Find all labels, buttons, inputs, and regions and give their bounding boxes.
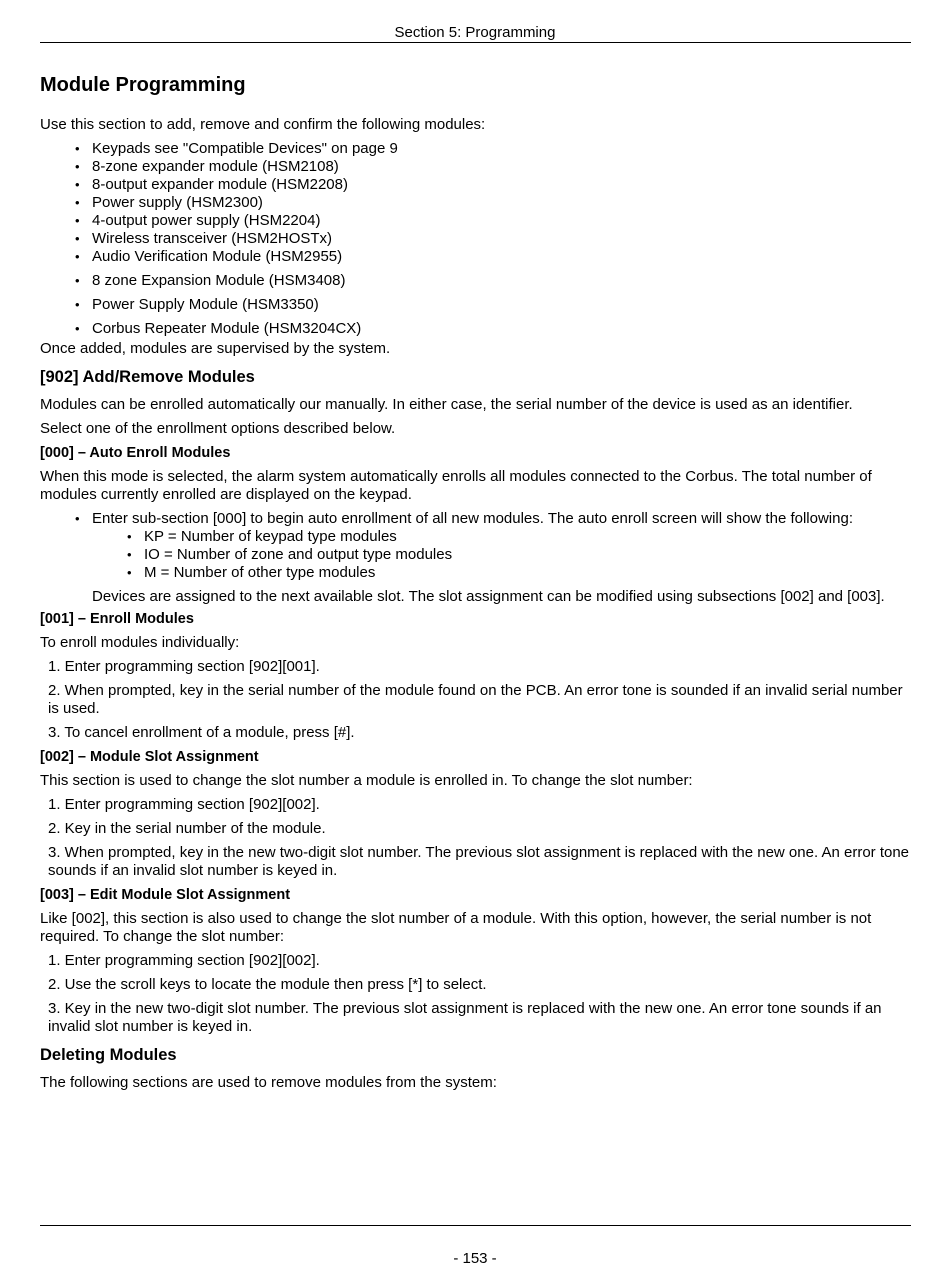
section-002-steps (40, 796, 912, 880)
module-list (40, 140, 912, 338)
sub-list-item: • M = Number of other type modules (144, 564, 912, 582)
footer-divider (40, 1225, 911, 1226)
step-item: 2. Use the scroll keys to locate the module then press [*] to select. (48, 976, 487, 993)
section-001-steps (40, 658, 912, 742)
list-item: • 8-output expander module (HSM2208) (92, 176, 912, 194)
page-header-title: Section 5: Programming (394, 24, 556, 41)
step-item: 1. Enter programming section [902][001]. (48, 658, 320, 675)
list-item: • Power Supply Module (HSM3350) (92, 296, 912, 314)
step-item: 3. To cancel enrollment of a module, press [#]. (48, 724, 355, 741)
section-001-intro: To enroll modules individually: (40, 634, 240, 651)
after-list-paragraph: Once added, modules are supervised by the system. (40, 340, 391, 357)
section-902-paragraph-2: Select one of the enrollment options described below. (40, 420, 396, 437)
list-item: • 4-output power supply (HSM2204) (92, 212, 912, 230)
step-item: 3. Key in the new two-digit slot number. The previous slot assignment is replaced with the new one. An error tone sounds if an invalid slot number is keyed in. (48, 1000, 882, 1035)
list-item: • Wireless transceiver (HSM2HOSTx) (92, 230, 912, 248)
section-000-paragraph: When this mode is selected, the alarm system automatically enrolls all modules connected to the Corbus. The total number of modules currently enrolled are displayed on the keypad. (40, 468, 872, 503)
page-content (40, 72, 912, 1098)
intro-paragraph: Use this section to add, remove and confirm the following modules: (40, 116, 486, 133)
list-item: • 8-zone expander module (HSM2108) (92, 158, 912, 176)
step-item: 2. When prompted, key in the serial number of the module found on the PCB. An error tone is sounded if an invalid serial number is used. (48, 682, 903, 717)
header-divider (40, 42, 911, 43)
section-000-list (40, 510, 912, 582)
sub-list (92, 528, 912, 582)
list-item: • Audio Verification Module (HSM2955) (92, 248, 912, 266)
section-002-intro: This section is used to change the slot number a module is enrolled in. To change the slot number: (40, 772, 693, 789)
sub-list-item: • IO = Number of zone and output type modules (144, 546, 912, 564)
section-003-heading: [003] – Edit Module Slot Assignment (40, 887, 291, 903)
section-902-paragraph-1: Modules can be enrolled automatically our manually. In either case, the serial number of the device is used as an identifier. (40, 396, 853, 413)
section-902-heading: [902] Add/Remove Modules (40, 368, 255, 386)
section-001-heading: [001] – Enroll Modules (40, 611, 194, 627)
list-item: • Power supply (HSM2300) (92, 194, 912, 212)
list-item (92, 510, 912, 582)
section-002-heading: [002] – Module Slot Assignment (40, 749, 259, 765)
section-003-steps (40, 952, 912, 1036)
sub-list-item: • KP = Number of keypad type modules (144, 528, 912, 546)
step-item: 1. Enter programming section [902][002]. (48, 796, 320, 813)
list-item: • Keypads see "Compatible Devices" on page 9 (92, 140, 912, 158)
deleting-modules-heading: Deleting Modules (40, 1046, 177, 1064)
step-item: 1. Enter programming section [902][002]. (48, 952, 320, 969)
page-title: Module Programming (40, 74, 246, 96)
step-item: 2. Key in the serial number of the module. (48, 820, 326, 837)
list-item: • 8 zone Expansion Module (HSM3408) (92, 272, 912, 290)
page-number: - 153 - (453, 1250, 497, 1267)
section-003-intro: Like [002], this section is also used to change the slot number of a module. With this option, however, the serial number is not required. To change the slot number: (40, 910, 872, 945)
section-000-note: Devices are assigned to the next available slot. The slot assignment can be modified using subsections [002] and [003]. (92, 588, 885, 605)
section-000-heading: [000] – Auto Enroll Modules (40, 445, 231, 461)
list-item-text: Enter sub-section [000] to begin auto enrollment of all new modules. The auto enroll screen will show the following: (92, 510, 853, 527)
list-item: • Corbus Repeater Module (HSM3204CX) (92, 320, 912, 338)
deleting-modules-paragraph: The following sections are used to remove modules from the system: (40, 1074, 497, 1091)
step-item: 3. When prompted, key in the new two-digit slot number. The previous slot assignment is replaced with the new one. An error tone sounds if an invalid slot number is keyed in. (48, 844, 910, 879)
